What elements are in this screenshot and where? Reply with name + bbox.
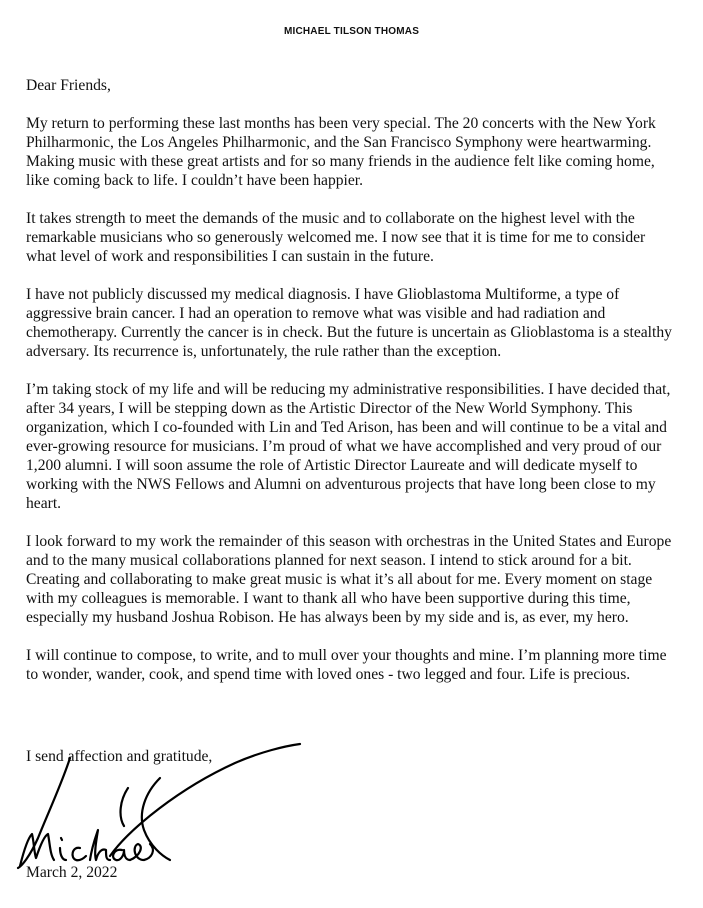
paragraph: I’m taking stock of my life and will be reducing my administrative responsibilities. I have decided that, after 34 years, I will be stepping down as the Artistic Director of the New World Symphony. This organization, which I co-founded with Lin and Ted Arison, has been and will continue to be a vital and ever-growing resource for musicians. I’m proud of what we have accomplished and very proud of our 1,200 alumni. I will soon assume the role of Artistic Director Laureate and will dedicate myself to working with the NWS Fellows and Alumni on adventurous projects that have long been close to my heart. — [26, 381, 671, 512]
paragraph: I look forward to my work the remainder of this season with orchestras in the United States and Europe and to the many musical collaborations planned for next season. I intend to stick around for a bit. Creating and collaborating to make great music is what it’s all about for me. Every moment on stage with my colleagues is memorable. I want to thank all who have been supportive during this time, especially my husband Joshua Robison. He has always been by my side and is, as ever, my hero. — [26, 533, 672, 626]
letter-body — [26, 76, 678, 703]
paragraph: It takes strength to meet the demands of the music and to collaborate on the highest level with the remarkable musicians who so generously welcomed me. I now see that it is time for me to consider what level of work and responsibilities I can sustain in the future. — [26, 210, 646, 265]
letter-date: March 2, 2022 — [26, 864, 118, 881]
paragraph: My return to performing these last months has been very special. The 20 concerts with the New York Philharmonic, the Los Angeles Philharmonic, and the San Francisco Symphony were heartwarming. Making music with these great artists and for so many friends in the audience felt like coming home, like coming back to life. I couldn’t have been happier. — [26, 115, 656, 189]
signature-icon — [10, 738, 310, 878]
salutation: Dear Friends, — [26, 77, 111, 94]
closing-line: I send affection and gratitude, — [26, 748, 213, 765]
paragraph: I will continue to compose, to write, and to mull over your thoughts and mine. I’m planning more time to wonder, wander, cook, and spend time with loved ones - two legged and four. Life is precious. — [26, 647, 667, 683]
paragraph: I have not publicly discussed my medical diagnosis. I have Glioblastoma Multiforme, a type of aggressive brain cancer. I had an operation to remove what was visible and had radiation and chemotherapy. Currently the cancer is in check. But the future is uncertain as Glioblastoma is a stealthy adversary. Its recurrence is, unfortunately, the rule rather than the exception. — [26, 286, 672, 360]
letterhead-name: MICHAEL TILSON THOMAS — [283, 26, 420, 37]
